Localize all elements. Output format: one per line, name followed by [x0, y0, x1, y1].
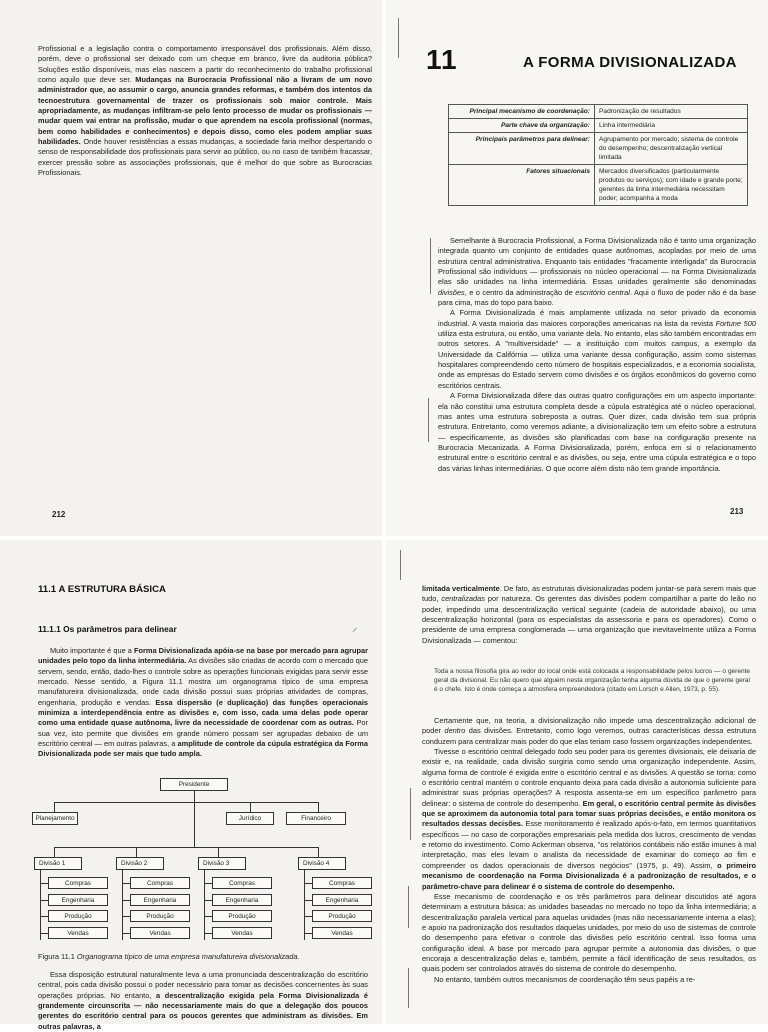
text-run: seu poder para os gerentes divisionais, ele deixaria de existir e, na realidade, cada divisão surgiria como sendo uma organização independente. Assim, alguma forma de controle é exigida entre o escritório central e as divisões. A questão se torna: como o escritório central mantém o controle enquanto deixa para cada divisão a autonomia suficiente para administrar suas próprias operações? A resposta assenta-se em um específico parâmetro para delinear: o sistema de controle do desempenho.: [422, 747, 756, 808]
org-president-box: Presidente: [160, 778, 228, 791]
org-connector: [304, 916, 312, 917]
org-chart: [32, 778, 366, 944]
table-key: Principal mecanismo de coordenação:: [449, 105, 595, 119]
org-connector: [204, 916, 212, 917]
text-run: dentro: [444, 726, 466, 736]
paragraph: [38, 646, 368, 760]
table-value: Agrupamento por mercado; sistema de controle do desempenho; descentralização vertical limitada: [595, 133, 748, 165]
text-run: Essa dispersão (e duplicação) das funções operacionais minimiza a interdependência entre as divisões e, com isso, cada uma delas pode operar como uma entidade quase autônoma, livre da necessidade de coordenar com as outras.: [38, 697, 368, 728]
text-run: No entanto, também outros mecanismos de coordenação têm seus papéis a re-: [434, 974, 696, 984]
org-staff-box: Planejamento: [32, 812, 78, 825]
org-function-box: Compras: [48, 877, 108, 889]
org-connector: [122, 870, 123, 940]
text-run: amplitude de controle da cúpula estratégica da Forma Divisionalizada pode ser mais que tudo ampla.: [38, 739, 368, 759]
org-connector: [40, 933, 48, 934]
org-function-box: Produção: [48, 910, 108, 922]
page-215-text: [422, 716, 756, 985]
text-run: centralizadas: [441, 594, 485, 604]
text-run: Fortune 500: [715, 318, 756, 328]
org-connector: [204, 883, 212, 884]
org-connector: [304, 900, 312, 901]
text-run: escritório central: [575, 287, 630, 297]
org-connector: [204, 870, 205, 940]
text-run: Esse monitoramento é realizado após-o-fato, em termos quantitativos específicos — no caso de corporações empresariais pela medida dos lucros, crescimento de vendas e retorno do investimento. Como Ackerman observa, "os relatórios contábeis não estão imunes à mal interpretação, mas eles levam o analista da necessidade de examinar do começo ao fim e compreender os dados operacionais de diversos negócios" (1975, p. 49). Assim,: [422, 819, 756, 870]
org-connector: [318, 802, 319, 812]
org-connector: [122, 900, 130, 901]
table-row: [449, 165, 748, 206]
org-connector: [318, 847, 319, 857]
org-connector: [122, 933, 130, 934]
text-run: Mudanças na Burocracia Profissional não a livram de um novo administrador que, ao assumir o cargo, anuncia grandes reformas, e também dos intentos da tecnoestrutura governamental de trazer os profissionais sob maior controle. Mais apropriadamente, as mudanças infiltram-se pelo lento processo de mudar os profissionais — mudar quem vai entrar na profissão, mudar o que aprendem na escola profissional (normas, bem como habilidades e conhecimentos) e depois disso, como eles podem ampliar suas habilidades.: [38, 75, 372, 147]
org-division-box: Divisão 3: [198, 857, 246, 870]
text-run: utiliza esta estrutura, ou então, uma variante dela. No entanto, elas são também encontradas em outros setores. A "multiversidade" — a instituição com muitos campus, a exemplo da Universidade da Califórnia — utiliza uma variante dessa configuração, assim como sistemas hospitalares compreendendo certo número de hospitais especializados, e a economia socialista, onde as empresas do Estado servem como divisões e os órgãos econômicos do governo como escritórios centrais.: [438, 329, 756, 390]
text-run: . Aqui o fluxo de poder não é da base para cima, mas do topo para baixo.: [438, 287, 757, 308]
org-division-box: Divisão 4: [298, 857, 346, 870]
figure-label: Figura 11.1: [38, 952, 75, 961]
paragraph: [422, 584, 756, 646]
table-value: Mercados diversificados (particularmente produtos ou serviços); com idade e grande porte; gerentes da linha intermediária necessitam poder; acompanha a moda: [595, 165, 748, 206]
paragraph: [422, 716, 756, 747]
org-function-box: Compras: [312, 877, 372, 889]
paragraph: [422, 975, 756, 985]
org-connector: [54, 802, 318, 803]
org-function-box: Engenharia: [130, 894, 190, 906]
page-214: [0, 540, 382, 1031]
table-key: Fatores situacionais: [449, 165, 595, 206]
block-quote: Toda a nossa filosofia gira ao redor do local onde está colocada a responsabilidade pelos lucros — o gerente geral da divisional. Eu não quero que alguém nesta organização tenha alguma dúvida de que o gerente geral é o chefe. Isto é onde começa a atmosfera empreendedora (citado em Lorsch e Allen, 1973, p. 55).: [434, 668, 750, 694]
org-connector: [218, 847, 219, 857]
org-connector: [40, 916, 48, 917]
org-connector: [136, 847, 137, 857]
text-run: Semelhante à Burocracia Profissional, a Forma Divisionalizada não é tanto uma organização integrada quanto um conjunto de entidades quase autônomas, acopladas por meio de uma estrutura central administrativa. Enquanto tais entidades "fracamente interligada" da Burocracia Profissional são indivíduos — profissionais no núcleo operacional — na Forma Divisionalizada elas são unidades na linha intermediária. Essas unidades geralmente são denominadas: [438, 236, 756, 287]
text-run: , e o centro da administração de: [464, 287, 576, 297]
org-staff-box: Jurídico: [226, 812, 274, 825]
org-connector: [122, 916, 130, 917]
org-connector: [122, 883, 130, 884]
table-key: Principais parâmetros para delinear:: [449, 133, 595, 165]
pen-mark: [430, 238, 431, 294]
pen-mark: [410, 788, 411, 840]
org-staff-box: Financeiro: [286, 812, 346, 825]
paragraph: [438, 236, 756, 308]
text-run: Profissional e a legislação contra o comportamento irresponsável dos profissionais. Além disso, porém, deve o profissional ser deixado com um cheque em branco, livre da auditoria pública? Soluções estão disponíveis, mas elas nascem a partir do reconhecimento do trabalho profissional como aquilo que deve ser.: [38, 44, 372, 85]
text-run: Esse mecanismo de coordenação e os três parâmetros para delinear discutidos até agora determinam a estrutura básica: as unidades baseadas no mercado no topo da linha intermediária; a descentralização paralela vertical para aquelas unidades (mas não necessariamente interna a elas); e apoio na padronização dos resultados daquelas unidades, por meio do uso de sistemas de controle do desempenho para efetivar o controle das divisões pelo escritório central. Isso forma uma configuração ideal. A base por mercado para agrupar permite a autonomia das divisões, o que encoraja a descentralização delas e, também, permite a fácil identificação de seus resultados, os quais podem ser controlados através do sistema de controle do desempenho.: [422, 891, 756, 974]
chapter-summary-table: [448, 104, 748, 206]
text-run: Em geral, o escritório central permite às divisões que se aproximem da autonomia total para tomar suas próprias decisões, e então monitora os resultados dessas decisões.: [422, 798, 756, 829]
org-function-box: Vendas: [130, 927, 190, 939]
org-function-box: Vendas: [48, 927, 108, 939]
org-connector: [304, 933, 312, 934]
pen-mark: [428, 398, 429, 442]
org-connector: [304, 870, 305, 940]
text-run: A Forma Divisionalizada difere das outras quatro configurações em um aspecto importante: ela não constitui uma estrutura completa desde a cúpula estratégica até o núcleo operacional, mas antes uma estrutura sobreposta a outras. Quer dizer, cada divisão tem sua própria estrutura. Entretanto, como veremos adiante, a divisionalização tem um efeito sobre a estrutura — especificamente, as divisões são planificadas com base na configuração presente na Burocracia Mecanizada. A Forma Divisionalizada, porém, enfoca em si o relacionamento estrutural entre o escritório central e as divisões, ou seja, entre uma cúpula estratégica e o topo das várias linhas intermediárias. O que ocorre além disto não tem grande importância.: [438, 391, 756, 473]
org-function-box: Produção: [312, 910, 372, 922]
paragraph: [438, 391, 756, 474]
text-run: a descentralização exigida pela Forma Divisionalizada é grandemente circunscrita — não necessariamente mais do que a delegação dos poucos gerentes do escritório central para os poucos gerentes que administram as divisões. Em outras palavras, a: [38, 990, 368, 1031]
text-run: A Forma Divisionalizada é mais amplamente utilizada no setor privado da economia industrial. A vasta maioria das maiores corporações americanas na lista da revista: [438, 308, 756, 328]
org-function-box: Compras: [212, 877, 272, 889]
text-run: divisões: [438, 287, 465, 297]
org-connector: [54, 847, 318, 848]
text-run: Onde houver resistências a essas mudanças, a sociedade faria melhor despertando o senso de responsabilidade dos profissionais para servir ao público, ou no caso de também fracassar, exercer pressão sobre as associações profissionais, que é melhor do que sobre as Burocracias Profissionais.: [38, 137, 372, 178]
text-run: limitada verticalmente: [422, 584, 500, 593]
paragraph: [422, 892, 756, 975]
page-number: 213: [730, 507, 744, 516]
table-row: [449, 119, 748, 133]
binding-mark: [400, 550, 401, 580]
org-division-box: Divisão 1: [34, 857, 82, 870]
chapter-number: 11: [426, 44, 458, 75]
org-connector: [204, 933, 212, 934]
figure-caption-text: Organograma típico de uma empresa manufatureira divisionalizada.: [76, 952, 300, 961]
org-function-box: Produção: [130, 910, 190, 922]
page-215: [386, 540, 768, 1024]
text-run: Essa disposição estrutural naturalmente leva a uma pronunciada descentralização do escritório central, pois cada divisão possui o poder necessário para tomar as decisões concernentes às suas operações próprias. No entanto,: [38, 970, 368, 1000]
text-run: Certamente que, na teoria, a divisionalização não impede uma descentralização adicional de poder: [422, 716, 756, 736]
org-connector: [250, 802, 251, 812]
org-function-box: Vendas: [212, 927, 272, 939]
page-212-text: [38, 44, 372, 178]
table-value: Padronização de resultados: [595, 105, 748, 119]
org-connector: [54, 802, 55, 812]
text-run: As divisões são criadas de acordo com o mercado que servem, sendo, então, dado-lhes o controle sobre as operações funcionais exigidas para servir esse mercado. Nesse sentido, a Figura 11.1 mostra um organograma típico de uma empresa manufatureira divisionalizada, onde cada divisão possui suas próprias atividades de compras, engenharia, produção e vendas.: [38, 656, 369, 707]
org-function-box: Compras: [130, 877, 190, 889]
figure-caption: [38, 952, 300, 961]
org-connector: [40, 883, 48, 884]
org-function-box: Vendas: [312, 927, 372, 939]
table-row: [449, 133, 748, 165]
text-run: Tivesse o escritório central delegado: [434, 747, 558, 757]
org-connector: [204, 900, 212, 901]
org-division-box: Divisão 2: [116, 857, 164, 870]
page-213-text: [438, 236, 756, 474]
chapter-title: A FORMA DIVISIONALIZADA: [523, 54, 737, 71]
paragraph: [38, 44, 372, 178]
org-connector: [40, 870, 41, 940]
pen-mark: ⸝: [352, 621, 358, 634]
text-run: . De fato, as estruturas divisionalizadas podem juntar-se para serem mais que tudo,: [422, 584, 757, 604]
page-212: [0, 0, 382, 536]
paragraph: [422, 747, 756, 892]
text-run: Muito importante é que a: [50, 646, 134, 655]
org-connector: [304, 883, 312, 884]
table-row: [449, 105, 748, 119]
org-connector: [194, 791, 195, 847]
table-key: Parte chave da organização:: [449, 119, 595, 133]
text-run: por natureza. Os gerentes das divisões podem compartilhar a parte do leão no poder, impedindo uma descentralização vertical seguinte (cadeia de autoridade abaixo), ou uma descentralização horizontal (para os especialistas da assessoria e para os operadores). Como o presidente de uma empresa conglomerada — uma organização que inevitavelmente utiliza a Forma Divisionalizada — comentou:: [422, 594, 756, 645]
org-connector: [54, 847, 55, 857]
text-run: Forma Divisionalizada apóia-se na base por mercado para agrupar unidades pelo topo da linha intermediária.: [38, 646, 368, 666]
paragraph: [438, 308, 756, 391]
page-215-text: [422, 584, 756, 646]
org-function-box: Engenharia: [212, 894, 272, 906]
text-run: Por sua vez, isto permite que divisões em grande número possam ser agrupadas debaixo de um escritório central — em outras palavras, a: [38, 718, 368, 749]
page-214-text: [38, 970, 368, 1032]
pen-mark: [408, 968, 409, 1008]
text-run: o primeiro mecanismo de coordenação na Forma Divisionalizada é a padronização de resultados, e o parâmetro-chave para delinear é o sistema de controle do desempenho.: [422, 860, 756, 891]
page-213: [386, 0, 768, 536]
binding-mark: [398, 18, 399, 58]
text-run: das divisões. Entretanto, como logo veremos, outras características dessa estrutura conduzem para centralizar mais poder do que elas teriam caso fossem organizações independentes.: [422, 726, 756, 746]
pen-mark: [408, 886, 409, 928]
org-function-box: Produção: [212, 910, 272, 922]
org-function-box: Engenharia: [312, 894, 372, 906]
subsection-heading: 11.1.1 Os parâmetros para delinear: [38, 624, 177, 634]
table-value: Linha intermediária: [595, 119, 748, 133]
text-run: todo: [557, 747, 573, 757]
section-heading: 11.1 A ESTRUTURA BÁSICA: [38, 584, 166, 595]
paragraph: [38, 970, 368, 1032]
page-214-text: [38, 646, 368, 760]
org-connector: [40, 900, 48, 901]
page-number: 212: [52, 510, 66, 519]
org-function-box: Engenharia: [48, 894, 108, 906]
